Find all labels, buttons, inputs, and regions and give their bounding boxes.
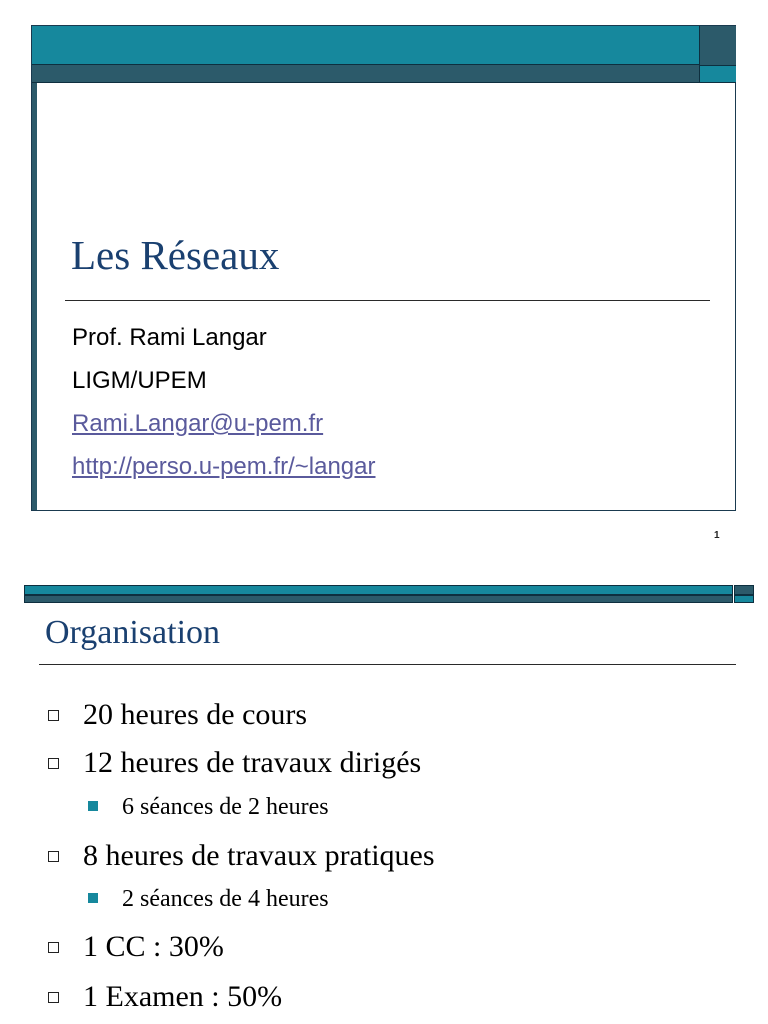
author-name: Prof. Rami Langar xyxy=(72,324,267,351)
hollow-square-bullet-icon xyxy=(48,851,59,862)
slide-title: Les Réseaux xyxy=(71,232,280,278)
hollow-square-bullet-icon xyxy=(48,758,59,769)
list-item: 20 heures de cours xyxy=(48,698,307,732)
website-link[interactable]: http://perso.u-pem.fr/~langar xyxy=(72,453,376,480)
hollow-square-bullet-icon xyxy=(48,992,59,1003)
list-item: 8 heures de travaux pratiques xyxy=(48,839,435,873)
filled-square-bullet-icon xyxy=(88,801,98,811)
list-item: 1 Examen : 50% xyxy=(48,980,282,1014)
hollow-square-bullet-icon xyxy=(48,942,59,953)
list-item: 1 CC : 30% xyxy=(48,930,224,964)
filled-square-bullet-icon xyxy=(88,893,98,903)
slide2-title: Organisation xyxy=(45,614,221,651)
affiliation: LIGM/UPEM xyxy=(72,367,207,394)
hollow-square-bullet-icon xyxy=(48,710,59,721)
page-number: 1 xyxy=(714,530,720,541)
email-link[interactable]: Rami.Langar@u-pem.fr xyxy=(72,410,324,437)
list-subitem: 2 séances de 4 heures xyxy=(88,886,329,913)
list-subitem: 6 séances de 2 heures xyxy=(88,794,329,821)
list-item: 12 heures de travaux dirigés xyxy=(48,746,421,780)
